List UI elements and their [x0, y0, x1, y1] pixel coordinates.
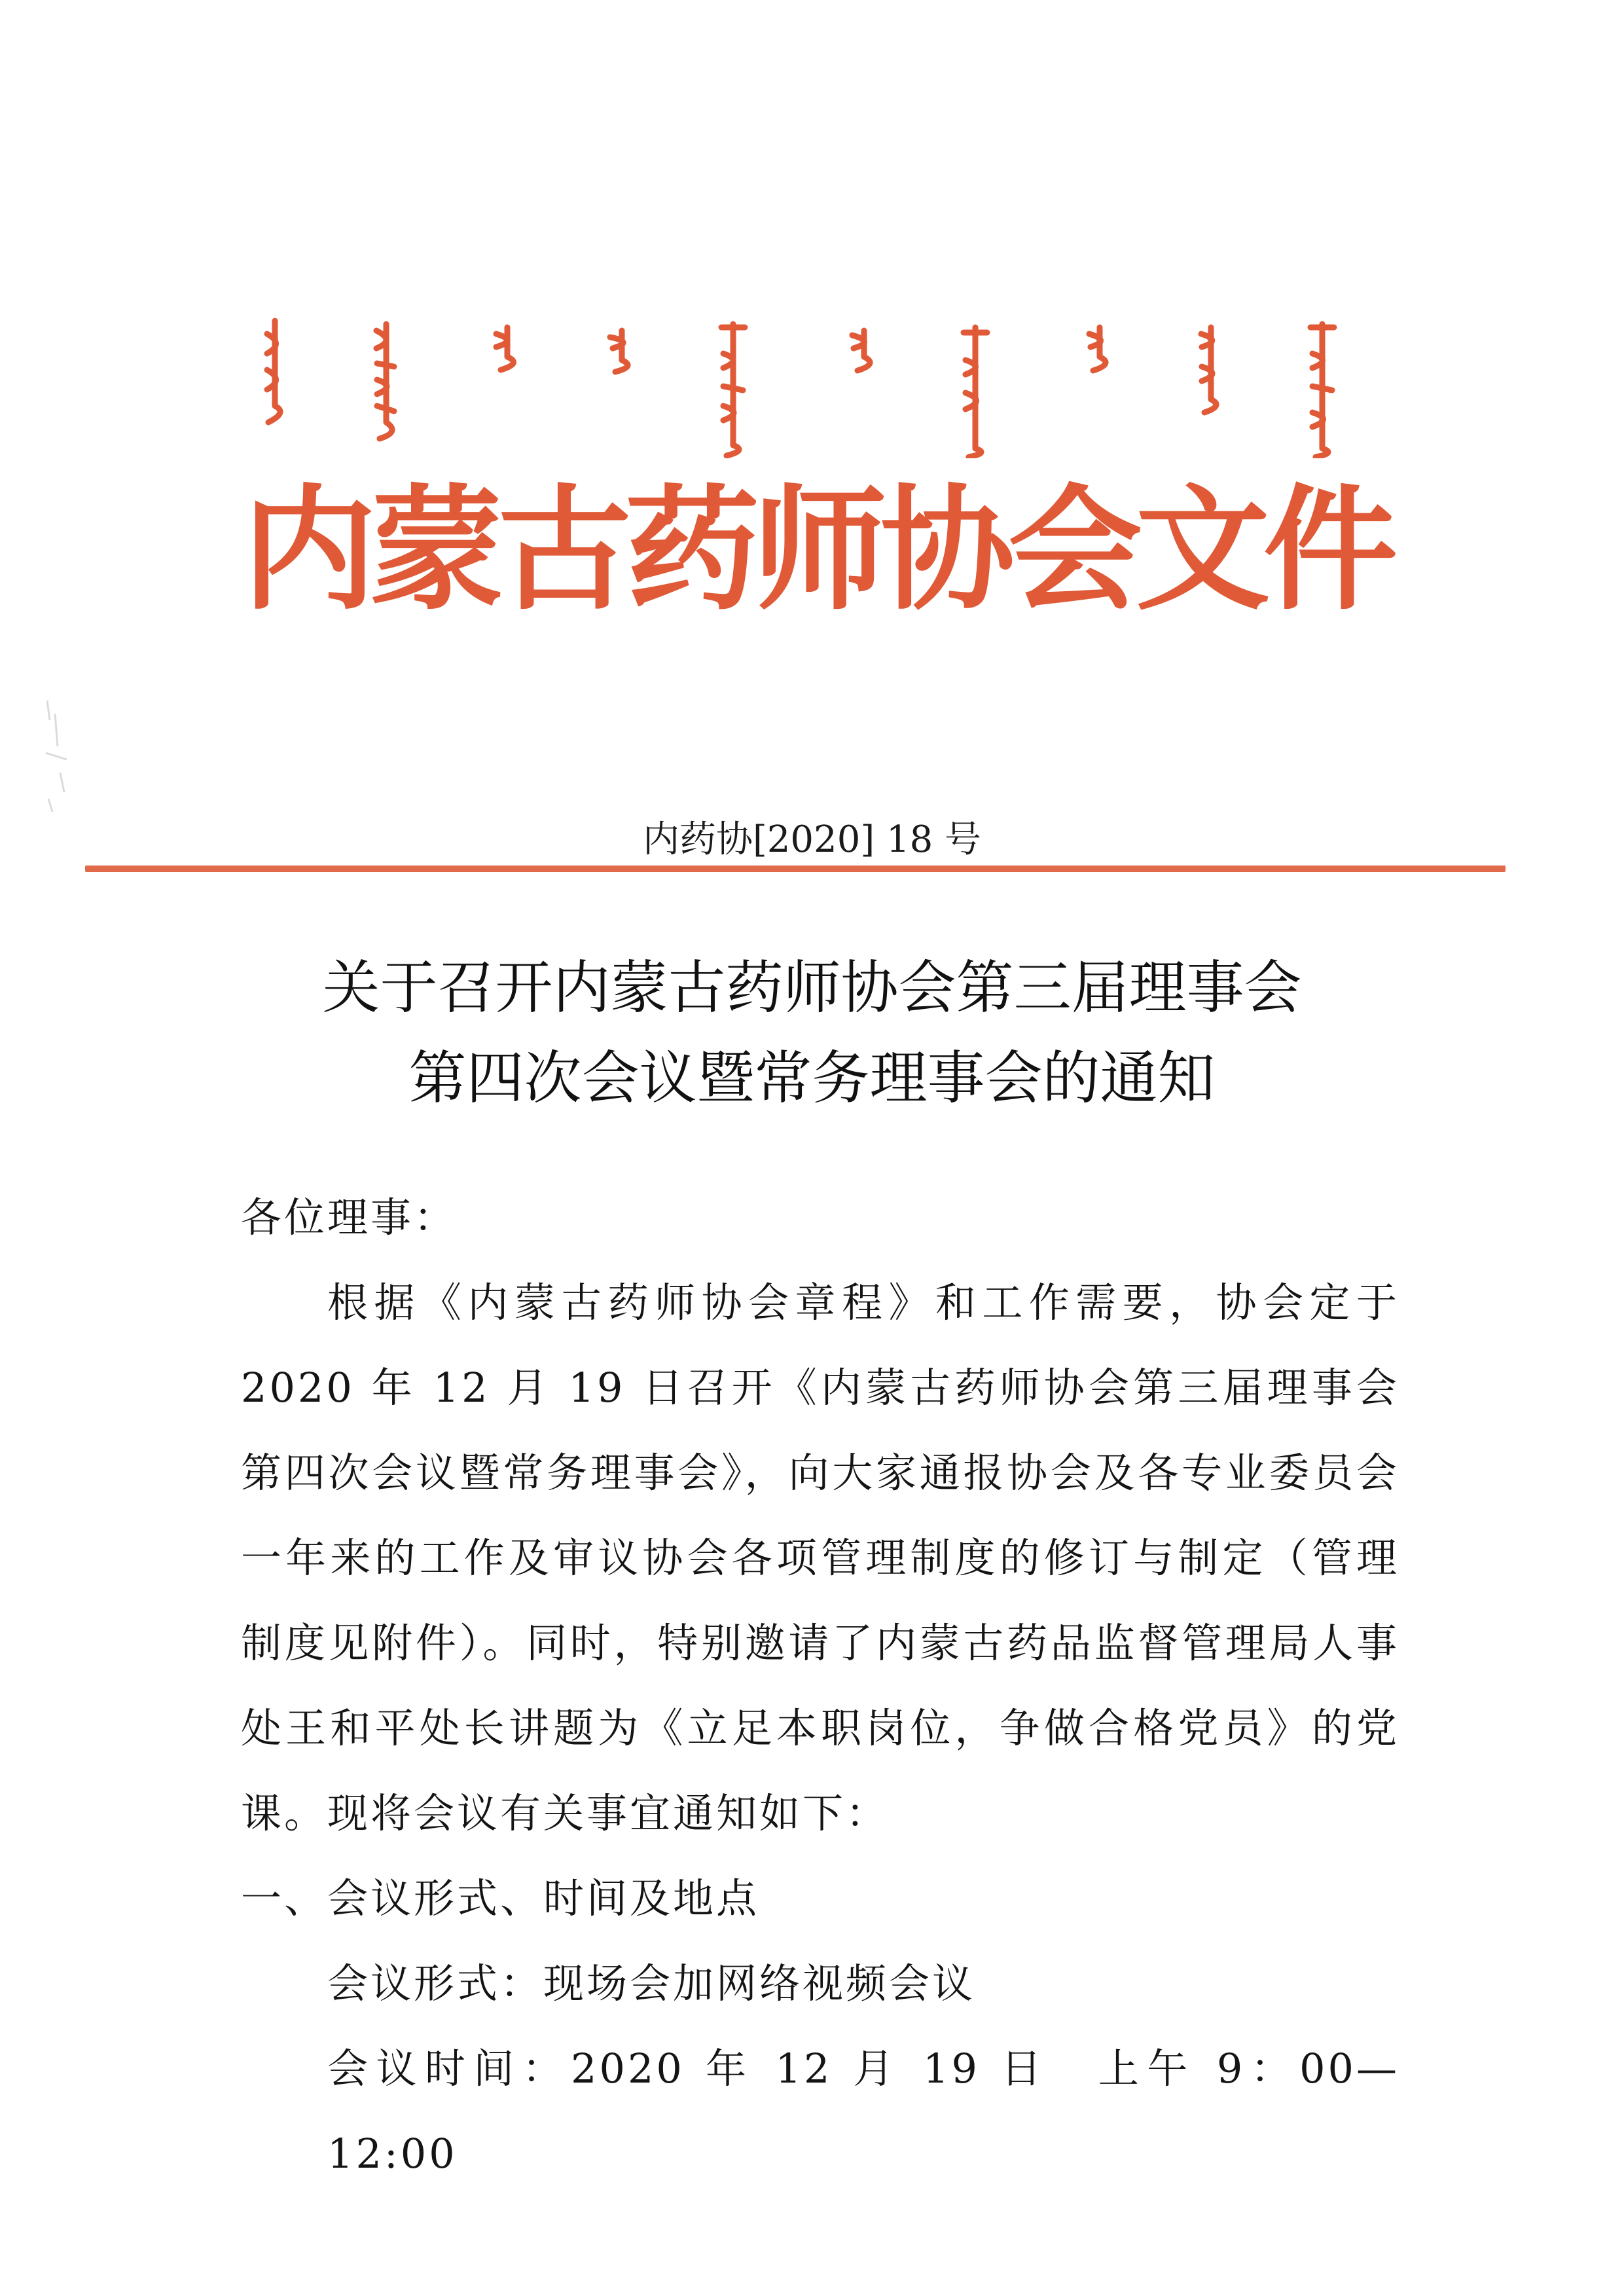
notice-body — [241, 1175, 1399, 2196]
meeting-form: 会议形式：现场会加网络视频会议 — [327, 1959, 976, 2007]
notice-title — [0, 943, 1624, 1123]
meeting-time: 会议时间：2020 年 12 月 19 日 上午 9：00—12:00 — [327, 2045, 1399, 2178]
letterhead-char: 内 — [242, 471, 376, 629]
body-paragraph: 根据《内蒙古药师协会章程》和工作需要，协会定于 2020 年 12 月 19 日召开《内蒙古药师协会第三届理事会第四次会议暨常务理事会》，向大家通报协会及各专业委员会一年来的工作及审议协会各项管理制度的修订与制定（管理制度见附件）。同时，特别邀请了内蒙古药品监督管理局人事处王和平处长讲题为《立足本职岗位，争做合格党员》的党课。现将会议有关事宜通知如下： — [241, 1279, 1399, 1837]
letterhead-char: 会 — [1008, 471, 1142, 629]
letterhead-char: 古 — [497, 471, 632, 629]
letterhead-char: 文 — [1136, 471, 1270, 629]
section-heading: 一、会议形式、时间及地点 — [241, 1874, 760, 1922]
red-divider-line — [85, 866, 1506, 872]
mongolian-script-title — [249, 308, 1348, 458]
letterhead-char: 药 — [625, 471, 759, 629]
letterhead-char: 协 — [880, 471, 1015, 629]
notice-title-line-2: 第四次会议暨常务理事会的通知 — [408, 1044, 1216, 1112]
letterhead-char: 蒙 — [370, 471, 504, 629]
letterhead-char: 师 — [753, 471, 887, 629]
document-number: 内药协[2020] 18 号 — [642, 818, 982, 861]
notice-title-line-1: 关于召开内蒙古药师协会第三届理事会 — [322, 954, 1302, 1021]
salutation: 各位理事： — [241, 1194, 458, 1241]
scan-artifact — [41, 694, 93, 818]
letterhead-char: 件 — [1263, 471, 1398, 629]
letterhead-title — [242, 471, 1398, 629]
